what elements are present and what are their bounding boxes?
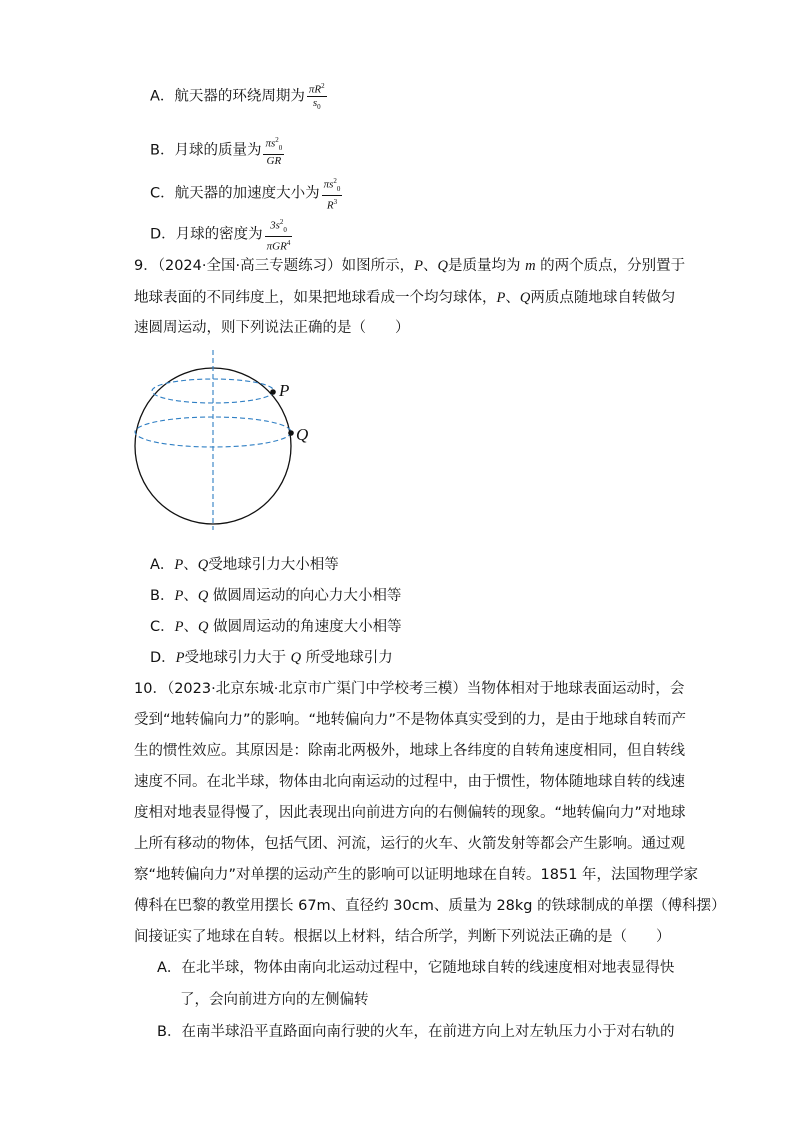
q10-line-8: 傅科在巴黎的教堂用摆长 67m、直径约 30cm、质量为 28kg 的铁球制成的单摆（傅科摆） <box>134 898 726 914</box>
q10-line-3: 生的惯性效应。其原因是：除南北两极外，地球上各纬度的自转角速度相同，但自转线 <box>134 743 685 759</box>
q9-option-d: D．P受地球引力大于 Q 所受地球引力 <box>150 650 393 666</box>
q9-stem-line-3: 速圆周运动，则下列说法正确的是（ ） <box>134 320 410 336</box>
q9-stem-line-2: 地球表面的不同纬度上，如果把地球看成一个均匀球体，P、Q两质点随地球自转做匀 <box>134 290 676 306</box>
q8-option-a <box>150 80 327 113</box>
formula-b: $\frac{\pi s^2_0}{GR}$ <box>265 136 283 167</box>
q10-line-6: 上所有移动的物体，包括气团、河流，运行的火车、火箭发射等都会产生影响。通过观 <box>134 836 685 852</box>
q8-option-d-text: D．月球的密度为 <box>150 226 263 243</box>
point-p <box>270 389 276 395</box>
earth-diagram <box>128 344 318 534</box>
q8-option-d <box>150 216 292 253</box>
q8-option-c-text: C．航天器的加速度大小为 <box>150 185 320 202</box>
label-p: P <box>279 381 290 400</box>
formula-d: $\frac{3s^2_0}{\pi GR^4}$ <box>266 218 291 253</box>
q10-line-4: 速度不同。在北半球，物体由北向南运动的过程中，由于惯性，物体随地球自转的线速 <box>134 774 685 790</box>
q8-option-b-text: B．月球的质量为 <box>150 142 262 159</box>
q8-option-b <box>150 134 284 167</box>
q10-option-b-line-1: B．在南半球沿平直路面向南行驶的火车，在前进方向上对左轨压力小于对右轨的 <box>157 1024 675 1040</box>
q10-number: 10． <box>134 681 167 697</box>
q10-line-2: 受到“地转偏向力”的影响。“地转偏向力”不是物体真实受到的力，是由于地球自转而产 <box>134 712 687 728</box>
q10-line-9: 间接证实了地球在自转。根据以上材料，结合所学，判断下列说法正确的是（ ） <box>134 929 671 945</box>
q9-source: （2024·全国·高三专题练习） <box>157 258 342 274</box>
q10-option-a-line-2: 了，会向前进方向的左侧偏转 <box>180 992 369 1008</box>
q10-line-7: 察“地转偏向力”对单摆的运动产生的影响可以证明地球在自转。1851 年，法国物理学家 <box>134 867 699 883</box>
point-q <box>288 430 294 436</box>
q9-option-b: B．P、Q 做圆周运动的向心力大小相等 <box>150 588 402 604</box>
label-q: Q <box>296 425 309 444</box>
q8-option-a-text: A．航天器的环绕周期为 <box>150 88 305 105</box>
formula-a: $\frac{\pi R^2}{s_0}$ <box>308 82 325 111</box>
q9-stem-line-1: 9．（2024·全国·高三专题练习）如图所示，P、Q是质量均为 m 的两个质点，分别置于 <box>134 258 686 274</box>
q10-option-a-line-1: A．在北半球，物体由南向北运动过程中，它随地球自转的线速度相对地表显得快 <box>157 960 675 976</box>
q10-line-5: 度相对地表显得慢了，因此表现出向前进方向的右侧偏转的现象。“地转偏向力”对地球 <box>134 805 686 821</box>
q9-option-c: C．P、Q 做圆周运动的角速度大小相等 <box>150 619 402 635</box>
q10-source: （2023·北京东城·北京市广渠门中学校考三模） <box>166 681 467 697</box>
q10-line-1: 10．（2023·北京东城·北京市广渠门中学校考三模）当物体相对于地球表面运动时，会 <box>134 681 685 697</box>
q9-option-a: A．P、Q受地球引力大小相等 <box>150 557 339 573</box>
formula-c: $\frac{\pi s^2_0}{R^3}$ <box>323 177 341 212</box>
q9-number: 9． <box>134 258 158 274</box>
q8-option-c <box>150 175 342 212</box>
